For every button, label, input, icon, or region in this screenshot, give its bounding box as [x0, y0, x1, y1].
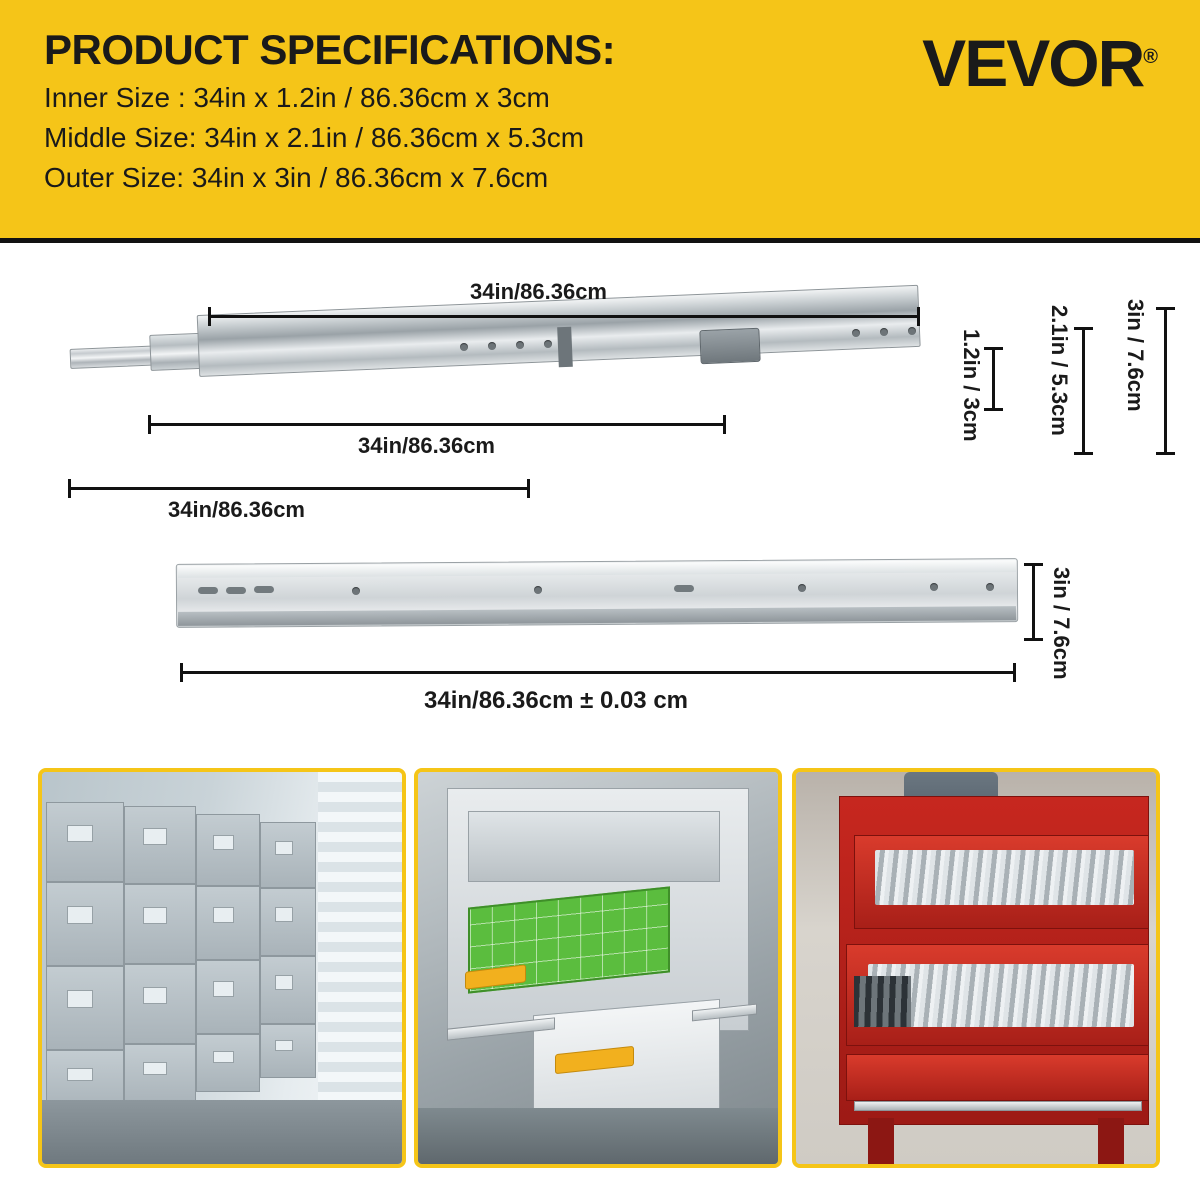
rail-hole [908, 327, 916, 335]
locker-unit [260, 888, 316, 956]
locker-unit [260, 1024, 316, 1078]
middle-height-label: 2.1in / 5.3cm [1047, 305, 1072, 436]
single-rail-height-dimension [1032, 563, 1035, 641]
rail-slot [254, 586, 274, 593]
tool-drawer [846, 1054, 1148, 1101]
chest-leg [1098, 1118, 1124, 1164]
assembly-middle-length-dimension [148, 423, 726, 426]
rail-end-cap [557, 327, 573, 368]
inner-height-dimension [992, 347, 995, 411]
rail-hole [516, 341, 524, 349]
assembly-top-length-dimension [208, 315, 920, 318]
vevor-logo [922, 26, 1158, 100]
single-rail-height-label: 3in / 7.6cm [1049, 567, 1074, 680]
floor [418, 1108, 778, 1164]
lock-lever [699, 328, 760, 364]
rail-slot [198, 587, 218, 594]
locker-unit [260, 956, 316, 1024]
locker-unit [124, 806, 196, 884]
spec-outer-size: Outer Size: 34in x 3in / 86.36cm x 7.6cm [44, 161, 549, 193]
locker-unit [124, 1044, 196, 1106]
locker-unit [260, 822, 316, 888]
brand-text: VEVOR [922, 26, 1144, 100]
photo-tool-chest [792, 768, 1160, 1168]
rail-hole [488, 342, 496, 350]
locker-unit [196, 886, 260, 960]
locker-unit [196, 1034, 260, 1092]
rail-hole [534, 586, 542, 594]
dimension-diagram [0, 243, 1200, 755]
rail-hole [352, 587, 360, 595]
outer-height-dimension [1164, 307, 1167, 455]
floor [42, 1100, 402, 1164]
photo-cabinet-drawers [414, 768, 782, 1168]
rail-hole [986, 583, 994, 591]
middle-height-dimension [1082, 327, 1085, 455]
page-title: PRODUCT SPECIFICATIONS: [44, 26, 616, 73]
outer-height-label: 3in / 7.6cm [1123, 299, 1148, 412]
assembly-bottom-length-dimension [68, 487, 530, 490]
rail-hole [460, 343, 468, 351]
rail-slot [226, 587, 246, 594]
photo-gallery [0, 758, 1200, 1200]
locker-unit [196, 960, 260, 1034]
inner-height-label: 1.2in / 3cm [959, 329, 984, 442]
single-rail-length-label: 34in/86.36cm ± 0.03 cm [424, 687, 689, 714]
cabinet-top-shelf [468, 811, 720, 882]
rail-hole [798, 584, 806, 592]
spec-inner-size: Inner Size : 34in x 1.2in / 86.36cm x 3cm [44, 82, 550, 114]
locker-unit [124, 964, 196, 1044]
assembly-middle-length-label: 34in/86.36cm [358, 433, 495, 458]
single-rail-length-dimension [180, 671, 1016, 674]
rail-hole [930, 583, 938, 591]
registered-trademark-icon: ® [1143, 46, 1158, 68]
locker-unit [46, 966, 124, 1050]
rail-hole [880, 328, 888, 336]
locker-unit [46, 802, 124, 882]
rail-hole [544, 340, 552, 348]
wrench-set [875, 850, 1134, 905]
locker-unit [46, 882, 124, 966]
photo-office-lockers [38, 768, 406, 1168]
header-banner [0, 0, 1200, 240]
assembly-bottom-length-label: 34in/86.36cm [168, 497, 305, 522]
rail-hole [852, 329, 860, 337]
spec-middle-size: Middle Size: 34in x 2.1in / 86.36cm x 5.3cm [44, 121, 585, 153]
locker-unit [124, 884, 196, 964]
drawer-slide [854, 1101, 1142, 1111]
chest-leg [868, 1118, 894, 1164]
rail-slot [674, 585, 694, 592]
assembly-top-length-label: 34in/86.36cm [470, 279, 607, 304]
locker-unit [196, 814, 260, 886]
screwdriver-set [854, 976, 912, 1027]
